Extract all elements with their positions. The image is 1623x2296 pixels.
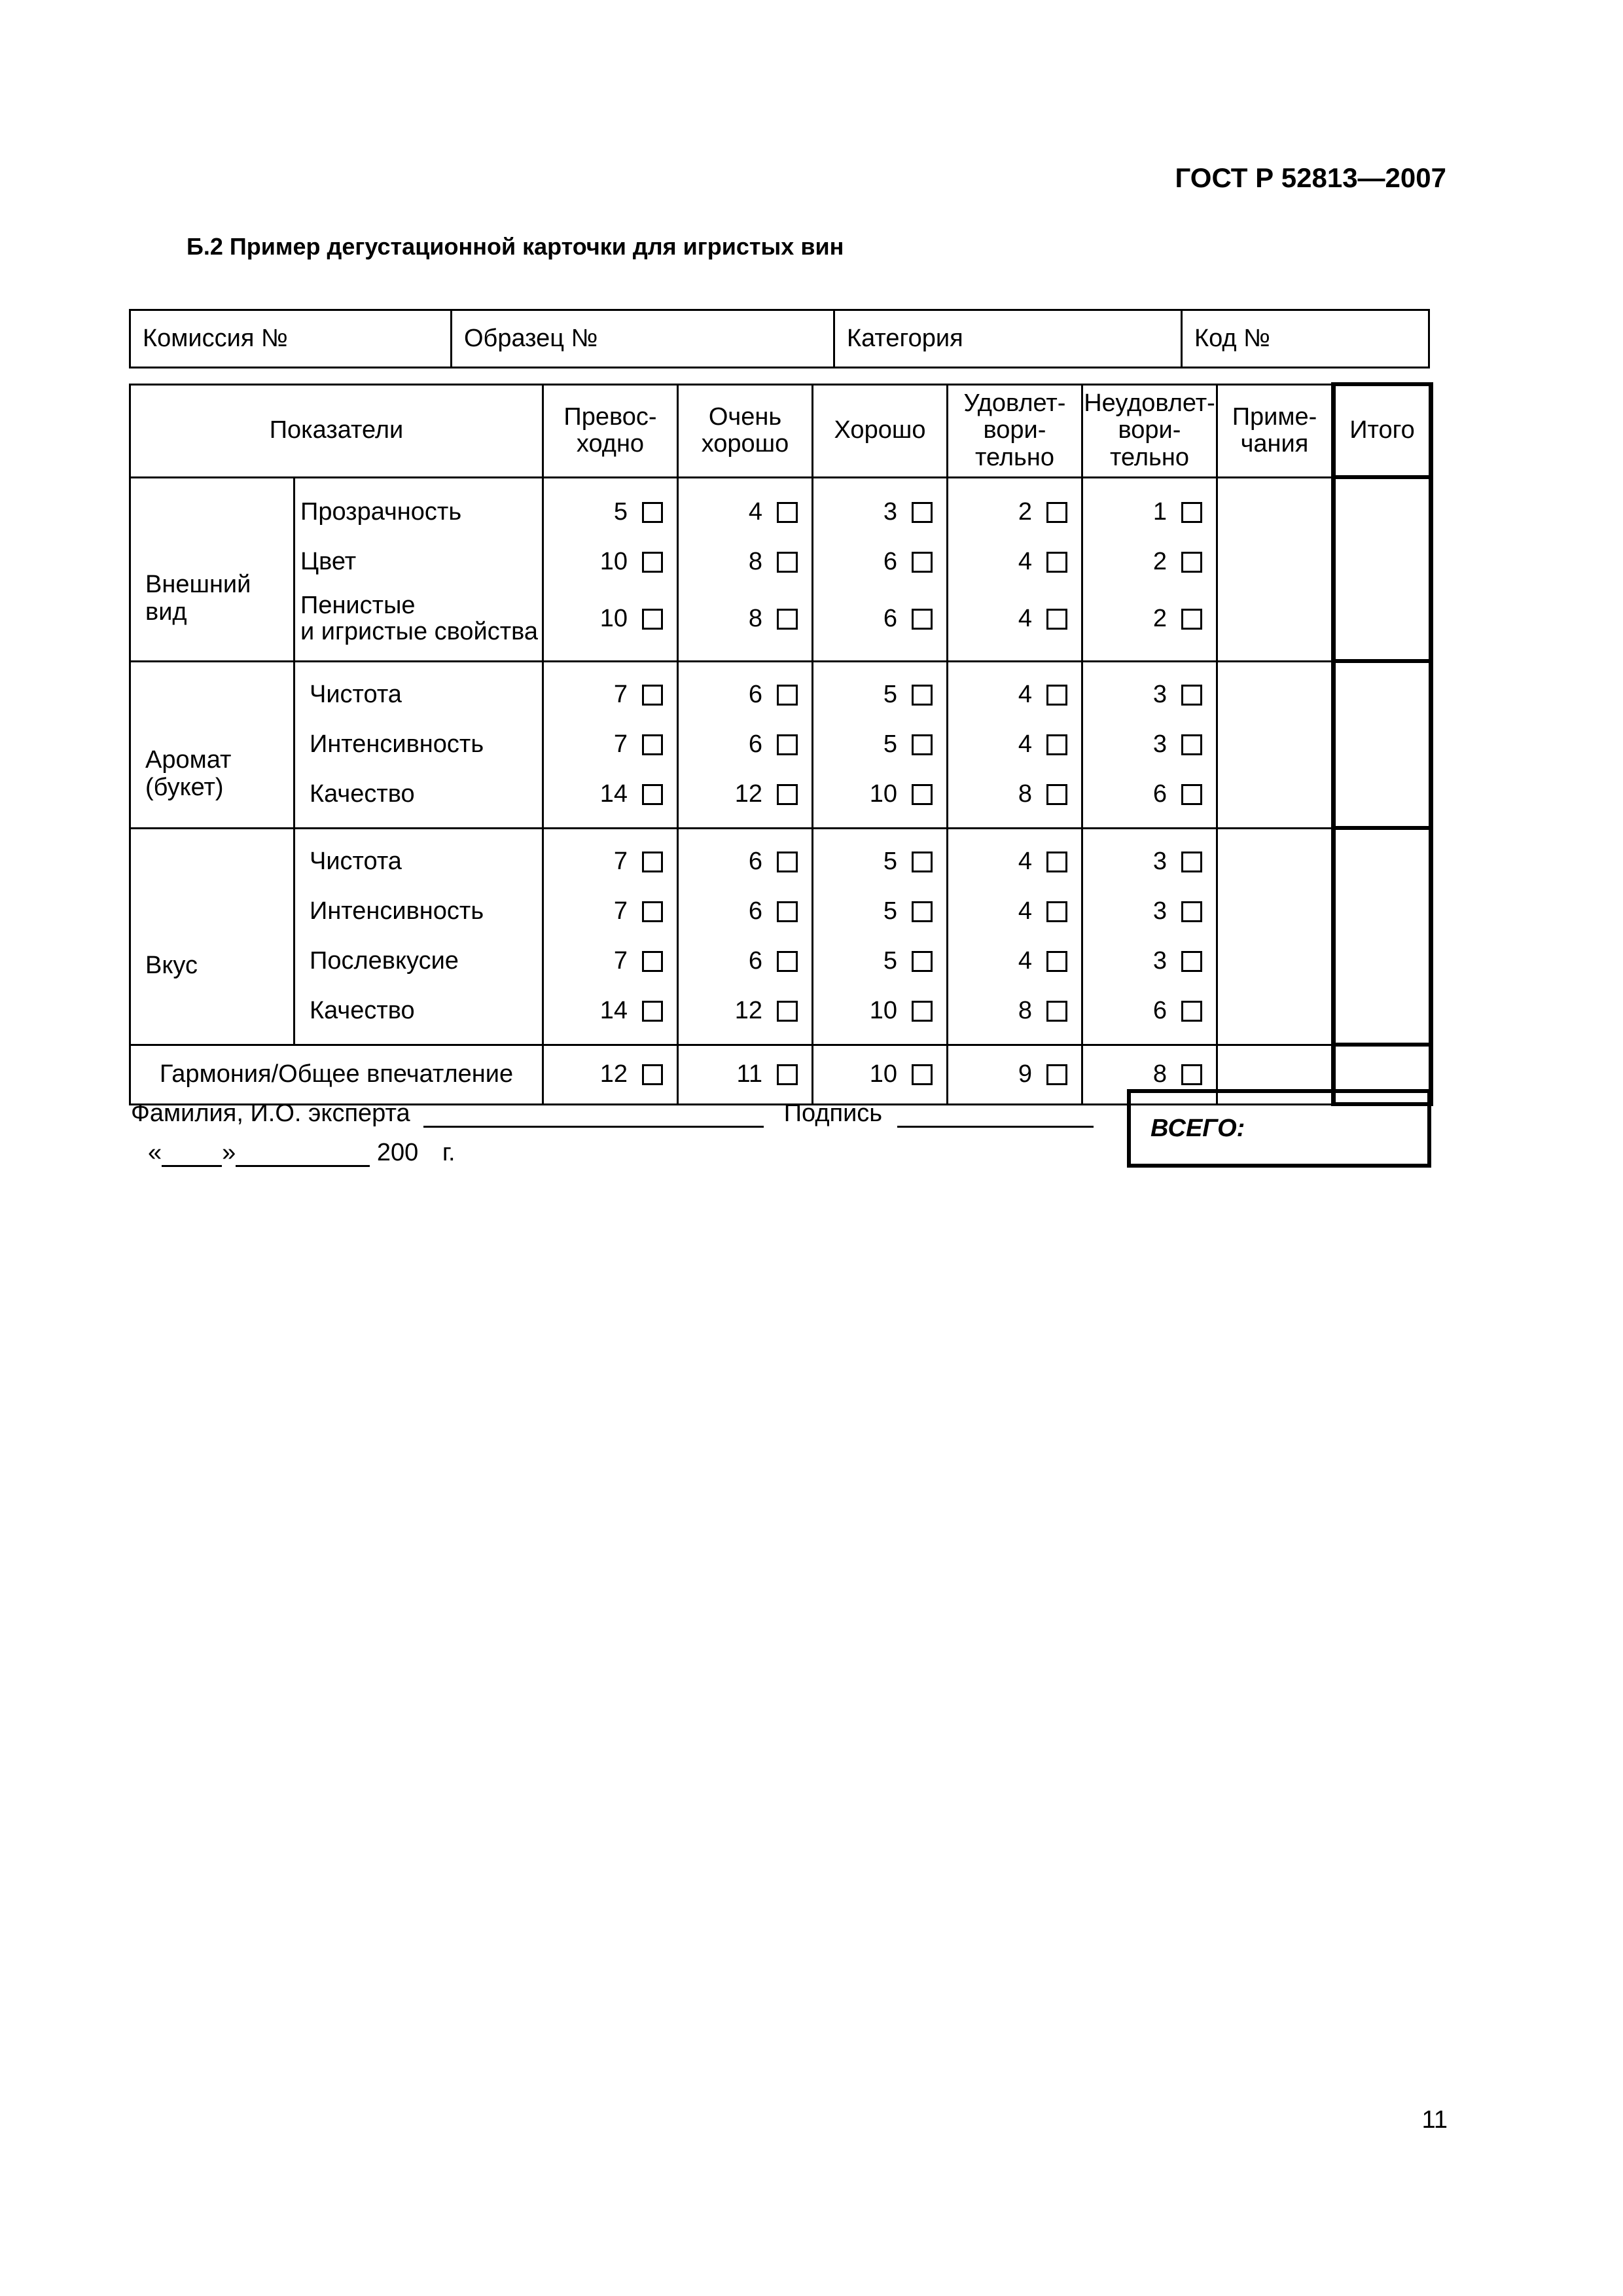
category-field[interactable]: Категория xyxy=(834,310,1182,368)
score-checkbox[interactable] xyxy=(642,852,663,872)
score-option[interactable] xyxy=(813,587,946,651)
score-checkbox[interactable] xyxy=(642,552,663,573)
score-checkbox[interactable] xyxy=(1181,784,1202,805)
score-option[interactable] xyxy=(679,587,812,651)
score-option[interactable] xyxy=(813,887,946,937)
score-checkbox[interactable] xyxy=(777,685,798,706)
group-label: Аромат (букет) xyxy=(130,661,294,828)
score-option[interactable] xyxy=(1083,720,1216,770)
indicator-name: Интенсивность xyxy=(310,730,484,758)
section-title: Б.2 Пример дегустационной карточки для игристых вин xyxy=(187,233,844,260)
indicator-name: Пенистые и игристые свойства xyxy=(300,591,539,645)
score-checkbox[interactable] xyxy=(1046,852,1067,872)
score-checkbox[interactable] xyxy=(777,1064,798,1085)
score-cell xyxy=(1082,828,1217,1045)
score-checkbox[interactable] xyxy=(642,734,663,755)
score-option[interactable] xyxy=(1083,670,1216,720)
score-value: 4 xyxy=(1018,897,1032,925)
score-cell xyxy=(678,661,813,828)
day-blank[interactable] xyxy=(162,1139,222,1167)
score-checkbox[interactable] xyxy=(642,609,663,630)
score-value: 6 xyxy=(748,897,762,925)
score-option[interactable] xyxy=(544,488,677,537)
score-checkbox[interactable] xyxy=(642,685,663,706)
indicator-name: Качество xyxy=(310,780,415,808)
score-checkbox[interactable] xyxy=(642,1064,663,1085)
score-value: 3 xyxy=(1152,681,1167,708)
date-line xyxy=(148,1139,455,1167)
indicator-name: Качество xyxy=(310,997,415,1024)
score-option[interactable] xyxy=(679,488,812,537)
table-row xyxy=(130,828,1431,1045)
date-close-quote: » xyxy=(222,1139,236,1166)
score-option[interactable] xyxy=(544,837,677,887)
score-option[interactable] xyxy=(948,1060,1081,1088)
score-checkbox[interactable] xyxy=(1046,609,1067,630)
score-cell xyxy=(813,828,948,1045)
score-value: 3 xyxy=(1152,730,1167,758)
expert-name-blank[interactable] xyxy=(423,1100,764,1128)
table-row xyxy=(130,661,1431,828)
score-value: 6 xyxy=(883,548,897,575)
score-value: 1 xyxy=(1152,498,1167,526)
header-notes: Приме- чания xyxy=(1217,384,1334,477)
score-value: 4 xyxy=(1018,605,1032,632)
header-grade-excellent: Превос- ходно xyxy=(543,384,678,477)
group-total-cell[interactable] xyxy=(1334,828,1431,1045)
header-total: Итого xyxy=(1334,384,1431,477)
indicator-name: Чистота xyxy=(310,848,402,875)
score-checkbox[interactable] xyxy=(1046,734,1067,755)
score-option[interactable] xyxy=(1083,887,1216,937)
score-option[interactable] xyxy=(544,986,677,1036)
year-prefix: 200 xyxy=(376,1139,419,1166)
score-checkbox[interactable] xyxy=(1046,552,1067,573)
indicator-name: Цвет xyxy=(300,548,357,575)
score-value: 10 xyxy=(869,780,897,808)
score-option[interactable] xyxy=(544,770,677,819)
header-grade-unsatisfactory: Неудовлет- вори- тельно xyxy=(1082,384,1217,477)
score-value: 7 xyxy=(613,897,628,925)
header-grade-very-good: Очень хорошо xyxy=(678,384,813,477)
score-checkbox[interactable] xyxy=(777,784,798,805)
score-option[interactable] xyxy=(813,670,946,720)
score-option[interactable] xyxy=(679,837,812,887)
score-cell xyxy=(678,1045,813,1104)
score-value: 5 xyxy=(883,730,897,758)
score-value: 4 xyxy=(748,498,762,526)
score-value: 2 xyxy=(1152,605,1167,632)
score-checkbox[interactable] xyxy=(1181,1064,1202,1085)
score-checkbox[interactable] xyxy=(1046,901,1067,922)
score-checkbox[interactable] xyxy=(777,852,798,872)
score-checkbox[interactable] xyxy=(912,1001,933,1022)
score-checkbox[interactable] xyxy=(912,609,933,630)
score-value: 8 xyxy=(1152,1060,1167,1088)
score-checkbox[interactable] xyxy=(777,1001,798,1022)
score-option[interactable] xyxy=(948,837,1081,887)
score-checkbox[interactable] xyxy=(1046,502,1067,523)
indicator-names-cell xyxy=(294,828,543,1045)
score-checkbox[interactable] xyxy=(912,734,933,755)
group-total-cell[interactable] xyxy=(1334,477,1431,661)
notes-cell[interactable] xyxy=(1217,828,1334,1045)
score-value: 7 xyxy=(613,681,628,708)
score-value: 6 xyxy=(748,681,762,708)
score-value: 3 xyxy=(1152,897,1167,925)
grand-total-label: ВСЕГО: xyxy=(1150,1114,1245,1142)
score-value: 8 xyxy=(748,605,762,632)
score-cell xyxy=(948,1045,1082,1104)
score-checkbox[interactable] xyxy=(1046,685,1067,706)
score-option[interactable] xyxy=(544,670,677,720)
score-checkbox[interactable] xyxy=(777,951,798,972)
score-cell xyxy=(948,661,1082,828)
score-option[interactable] xyxy=(948,986,1081,1036)
score-cell xyxy=(948,828,1082,1045)
score-value: 5 xyxy=(883,681,897,708)
score-option[interactable] xyxy=(544,1060,677,1088)
score-option[interactable] xyxy=(1083,587,1216,651)
score-value: 3 xyxy=(1152,848,1167,875)
score-checkbox[interactable] xyxy=(1181,852,1202,872)
score-option[interactable] xyxy=(544,537,677,587)
score-option[interactable] xyxy=(1083,1060,1216,1088)
score-checkbox[interactable] xyxy=(642,951,663,972)
score-option[interactable] xyxy=(813,937,946,986)
indicator-names-cell xyxy=(294,477,543,661)
score-value: 7 xyxy=(613,947,628,975)
score-value: 6 xyxy=(748,947,762,975)
score-checkbox[interactable] xyxy=(1046,784,1067,805)
score-checkbox[interactable] xyxy=(1046,951,1067,972)
indicator-name: Чистота xyxy=(310,681,402,708)
score-checkbox[interactable] xyxy=(912,552,933,573)
score-value: 10 xyxy=(599,548,628,575)
score-checkbox[interactable] xyxy=(777,609,798,630)
group-label: Внешний вид xyxy=(130,477,294,661)
score-option[interactable] xyxy=(948,488,1081,537)
table-row xyxy=(130,477,1431,661)
score-value: 6 xyxy=(1152,997,1167,1024)
score-option[interactable] xyxy=(679,1060,812,1088)
score-option[interactable] xyxy=(544,720,677,770)
score-option[interactable] xyxy=(948,887,1081,937)
score-option[interactable] xyxy=(948,587,1081,651)
score-checkbox[interactable] xyxy=(642,784,663,805)
score-value: 5 xyxy=(883,897,897,925)
score-value: 8 xyxy=(1018,780,1032,808)
notes-cell[interactable] xyxy=(1217,477,1334,661)
score-option[interactable] xyxy=(679,720,812,770)
score-value: 12 xyxy=(734,997,762,1024)
score-checkbox[interactable] xyxy=(1181,1001,1202,1022)
score-option[interactable] xyxy=(679,670,812,720)
score-option[interactable] xyxy=(948,670,1081,720)
score-value: 7 xyxy=(613,848,628,875)
page-number: 11 xyxy=(1421,2106,1448,2134)
score-checkbox[interactable] xyxy=(1046,1064,1067,1085)
score-checkbox[interactable] xyxy=(912,852,933,872)
score-option[interactable] xyxy=(813,720,946,770)
expert-label: Фамилия, И.О. эксперта xyxy=(131,1100,410,1127)
harmony-label: Гармония/Общее впечатление xyxy=(130,1045,543,1104)
score-option[interactable] xyxy=(813,537,946,587)
score-option[interactable] xyxy=(813,770,946,819)
score-cell xyxy=(543,828,678,1045)
score-cell xyxy=(813,477,948,661)
score-option[interactable] xyxy=(1083,770,1216,819)
score-value: 6 xyxy=(748,848,762,875)
score-value: 4 xyxy=(1018,848,1032,875)
doc-code: ГОСТ Р 52813—2007 xyxy=(1175,162,1446,193)
group-total-cell[interactable] xyxy=(1334,661,1431,828)
score-option[interactable] xyxy=(813,488,946,537)
score-value: 10 xyxy=(869,997,897,1024)
score-cell xyxy=(678,828,813,1045)
commission-field[interactable]: Комиссия № xyxy=(130,310,452,368)
score-cell xyxy=(543,1045,678,1104)
score-option[interactable] xyxy=(544,887,677,937)
score-cell xyxy=(543,477,678,661)
sample-field[interactable]: Образец № xyxy=(452,310,834,368)
indicator-names-cell xyxy=(294,661,543,828)
group-label: Вкус xyxy=(130,828,294,1045)
score-option[interactable] xyxy=(544,587,677,651)
score-cell xyxy=(678,477,813,661)
header-grade-satisfactory: Удовлет- вори- тельно xyxy=(948,384,1082,477)
score-checkbox[interactable] xyxy=(1181,502,1202,523)
year-suffix: г. xyxy=(442,1139,455,1166)
signature-blank[interactable] xyxy=(897,1100,1094,1128)
score-checkbox[interactable] xyxy=(1181,685,1202,706)
score-option[interactable] xyxy=(679,986,812,1036)
score-value: 5 xyxy=(883,947,897,975)
score-checkbox[interactable] xyxy=(1181,901,1202,922)
signature-label: Подпись xyxy=(783,1100,883,1127)
expert-signature-line xyxy=(131,1100,1094,1128)
sample-info-table xyxy=(129,309,1430,368)
score-checkbox[interactable] xyxy=(912,951,933,972)
score-value: 4 xyxy=(1018,947,1032,975)
tasting-table xyxy=(129,382,1433,1106)
score-option[interactable] xyxy=(679,537,812,587)
score-value: 6 xyxy=(1152,780,1167,808)
score-value: 4 xyxy=(1018,548,1032,575)
score-checkbox[interactable] xyxy=(1181,552,1202,573)
score-checkbox[interactable] xyxy=(1181,734,1202,755)
score-checkbox[interactable] xyxy=(777,734,798,755)
header-grade-good: Хорошо xyxy=(813,384,948,477)
score-value: 12 xyxy=(599,1060,628,1088)
score-option[interactable] xyxy=(948,770,1081,819)
score-value: 3 xyxy=(1152,947,1167,975)
score-option[interactable] xyxy=(948,937,1081,986)
indicator-name: Интенсивность xyxy=(310,897,484,925)
notes-cell[interactable] xyxy=(1217,661,1334,828)
score-value: 12 xyxy=(734,780,762,808)
grand-total-box[interactable] xyxy=(1127,1089,1431,1168)
score-checkbox[interactable] xyxy=(777,552,798,573)
score-value: 6 xyxy=(748,730,762,758)
score-value: 5 xyxy=(613,498,628,526)
score-value: 10 xyxy=(869,1060,897,1088)
score-cell xyxy=(813,661,948,828)
score-cell xyxy=(543,661,678,828)
score-option[interactable] xyxy=(813,986,946,1036)
score-cell xyxy=(948,477,1082,661)
score-checkbox[interactable] xyxy=(642,502,663,523)
header-indicators: Показатели xyxy=(130,384,543,477)
month-blank[interactable] xyxy=(236,1139,370,1167)
score-value: 11 xyxy=(736,1060,762,1088)
score-option[interactable] xyxy=(1083,986,1216,1036)
score-option[interactable] xyxy=(948,720,1081,770)
date-open-quote: « xyxy=(148,1139,162,1166)
score-value: 6 xyxy=(883,605,897,632)
score-value: 3 xyxy=(883,498,897,526)
score-checkbox[interactable] xyxy=(912,502,933,523)
score-value: 2 xyxy=(1018,498,1032,526)
score-cell xyxy=(1082,477,1217,661)
score-cell xyxy=(1082,661,1217,828)
score-checkbox[interactable] xyxy=(1046,1001,1067,1022)
score-checkbox[interactable] xyxy=(1181,609,1202,630)
score-checkbox[interactable] xyxy=(912,685,933,706)
score-checkbox[interactable] xyxy=(912,901,933,922)
score-value: 4 xyxy=(1018,730,1032,758)
score-value: 7 xyxy=(613,730,628,758)
score-value: 14 xyxy=(599,997,628,1024)
score-checkbox[interactable] xyxy=(642,1001,663,1022)
score-value: 4 xyxy=(1018,681,1032,708)
score-option[interactable] xyxy=(813,1060,946,1088)
score-value: 9 xyxy=(1018,1060,1032,1088)
score-value: 5 xyxy=(883,848,897,875)
indicator-name: Прозрачность xyxy=(300,498,462,526)
score-option[interactable] xyxy=(1083,937,1216,986)
score-option[interactable] xyxy=(679,770,812,819)
score-checkbox[interactable] xyxy=(777,502,798,523)
score-value: 8 xyxy=(748,548,762,575)
score-option[interactable] xyxy=(544,937,677,986)
score-checkbox[interactable] xyxy=(912,784,933,805)
score-checkbox[interactable] xyxy=(912,1064,933,1085)
score-value: 10 xyxy=(599,605,628,632)
score-option[interactable] xyxy=(1083,537,1216,587)
indicator-name: Послевкусие xyxy=(310,947,459,975)
score-option[interactable] xyxy=(813,837,946,887)
score-option[interactable] xyxy=(679,937,812,986)
score-option[interactable] xyxy=(1083,837,1216,887)
score-checkbox[interactable] xyxy=(1181,951,1202,972)
score-checkbox[interactable] xyxy=(642,901,663,922)
score-value: 14 xyxy=(599,780,628,808)
score-option[interactable] xyxy=(948,537,1081,587)
score-option[interactable] xyxy=(679,887,812,937)
score-cell xyxy=(813,1045,948,1104)
code-field[interactable]: Код № xyxy=(1182,310,1429,368)
score-option[interactable] xyxy=(1083,488,1216,537)
score-value: 2 xyxy=(1152,548,1167,575)
score-value: 8 xyxy=(1018,997,1032,1024)
score-checkbox[interactable] xyxy=(777,901,798,922)
